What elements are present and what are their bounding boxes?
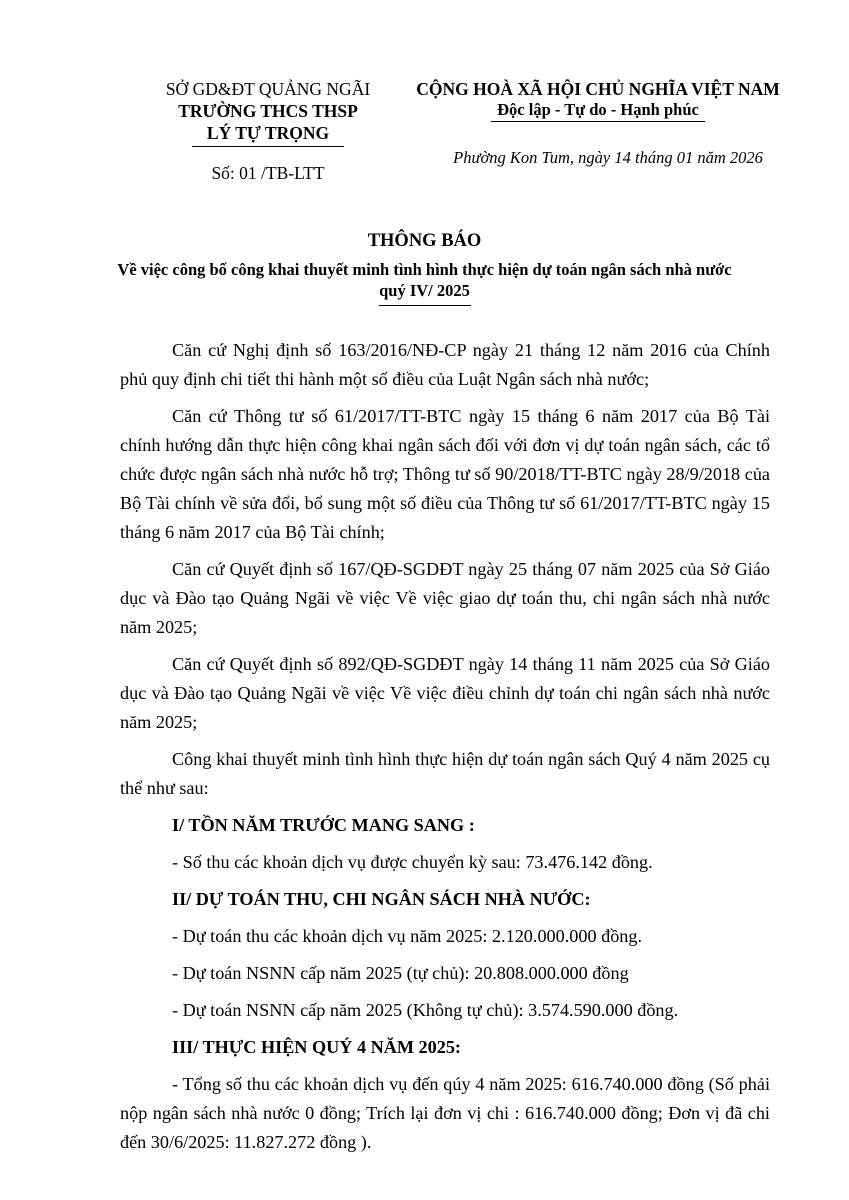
school-name-line1: TRƯỜNG THCS THSP [178,101,358,121]
school-name-line2: LÝ TỰ TRỌNG [206,123,330,143]
document-body [120,336,770,1165]
department-name: SỞ GD&ĐT QUẢNG NGÃI [165,79,371,99]
legal-basis-paragraph-4: Căn cứ Quyết định số 892/QĐ-SGDĐT ngày 14 tháng 11 năm 2025 của Sở Giáo dục và Đào tạo Quảng Ngãi về việc Về việc điều chỉnh dự toán chi ngân sách nhà nước năm 2025; [120,654,770,732]
intro-paragraph: Công khai thuyết minh tình hình thực hiện dự toán ngân sách Quý 4 năm 2025 cụ thể như sau: [120,749,770,798]
section-1-item-1: - Số thu các khoản dịch vụ được chuyển kỳ sau: 73.476.142 đồng. [172,852,653,872]
section-2-item-3: - Dự toán NSNN cấp năm 2025 (Không tự chủ): 3.574.590.000 đồng. [172,1000,679,1020]
section-3-item-1: - Tổng số thu các khoản dịch vụ đến qúy 4 năm 2025: 616.740.000 đồng (Số phải nộp ngân sách nhà nước 0 đồng; Trích lại đơn vị chi : 616.740.000 đồng; Đơn vị đã chi đến 30/6/2025: 11.827.272 đồng ). [120,1074,770,1152]
date-place-line: Phường Kon Tum, ngày 14 tháng 01 năm 2026 [453,148,763,167]
national-header-block [398,78,798,168]
document-subject-line1: Về việc công bố công khai thuyết minh tình hình thực hiện dự toán ngân sách nhà nước [117,260,732,279]
issuer-underline [192,146,344,147]
document-number: Số: 01 /TB-LTT [211,163,325,183]
title-block [0,229,849,306]
section-2-item-2: - Dự toán NSNN cấp năm 2025 (tự chủ): 20.808.000.000 đồng [172,963,629,983]
document-header [0,78,849,198]
section-2-heading: II/ DỰ TOÁN THU, CHI NGÂN SÁCH NHÀ NƯỚC: [172,889,591,909]
document-title: THÔNG BÁO [367,231,482,251]
legal-basis-paragraph-2: Căn cứ Thông tư số 61/2017/TT-BTC ngày 15 tháng 6 năm 2017 của Bộ Tài chính hướng dẫn thực hiện công khai ngân sách đối với đơn vị dự toán ngân sách, các tổ chức được ngân sách nhà nước hỗ trợ; Thông tư số 90/2018/TT-BTC ngày 28/9/2018 của Bộ Tài chính về sửa đổi, bổ sung một số điều của Thông tư số 61/2017/TT-BTC ngày 15 tháng 6 năm 2017 của Bộ Tài chính; [120,406,770,542]
title-divider [379,305,471,306]
issuer-block [118,78,418,184]
section-1-heading: I/ TỒN NĂM TRƯỚC MANG SANG : [172,815,475,835]
country-name: CỘNG HOÀ XÃ HỘI CHỦ NGHĨA VIỆT NAM [416,79,780,99]
legal-basis-paragraph-1: Căn cứ Nghị định số 163/2016/NĐ-CP ngày 21 tháng 12 năm 2016 của Chính phủ quy định chi tiết thi hành một số điều của Luật Ngân sách nhà nước; [120,340,770,389]
document-subject-line2: quý IV/ 2025 [379,281,470,300]
national-motto: Độc lập - Tự do - Hạnh phúc [491,100,705,122]
legal-basis-paragraph-3: Căn cứ Quyết định số 167/QĐ-SGDĐT ngày 25 tháng 07 năm 2025 của Sở Giáo dục và Đào tạo Quảng Ngãi về việc Về việc giao dự toán thu, chi ngân sách nhà nước năm 2025; [120,559,770,637]
section-3-heading: III/ THỰC HIỆN QUÝ 4 NĂM 2025: [172,1037,461,1057]
section-2-item-1: - Dự toán thu các khoản dịch vụ năm 2025: 2.120.000.000 đồng. [172,926,643,946]
